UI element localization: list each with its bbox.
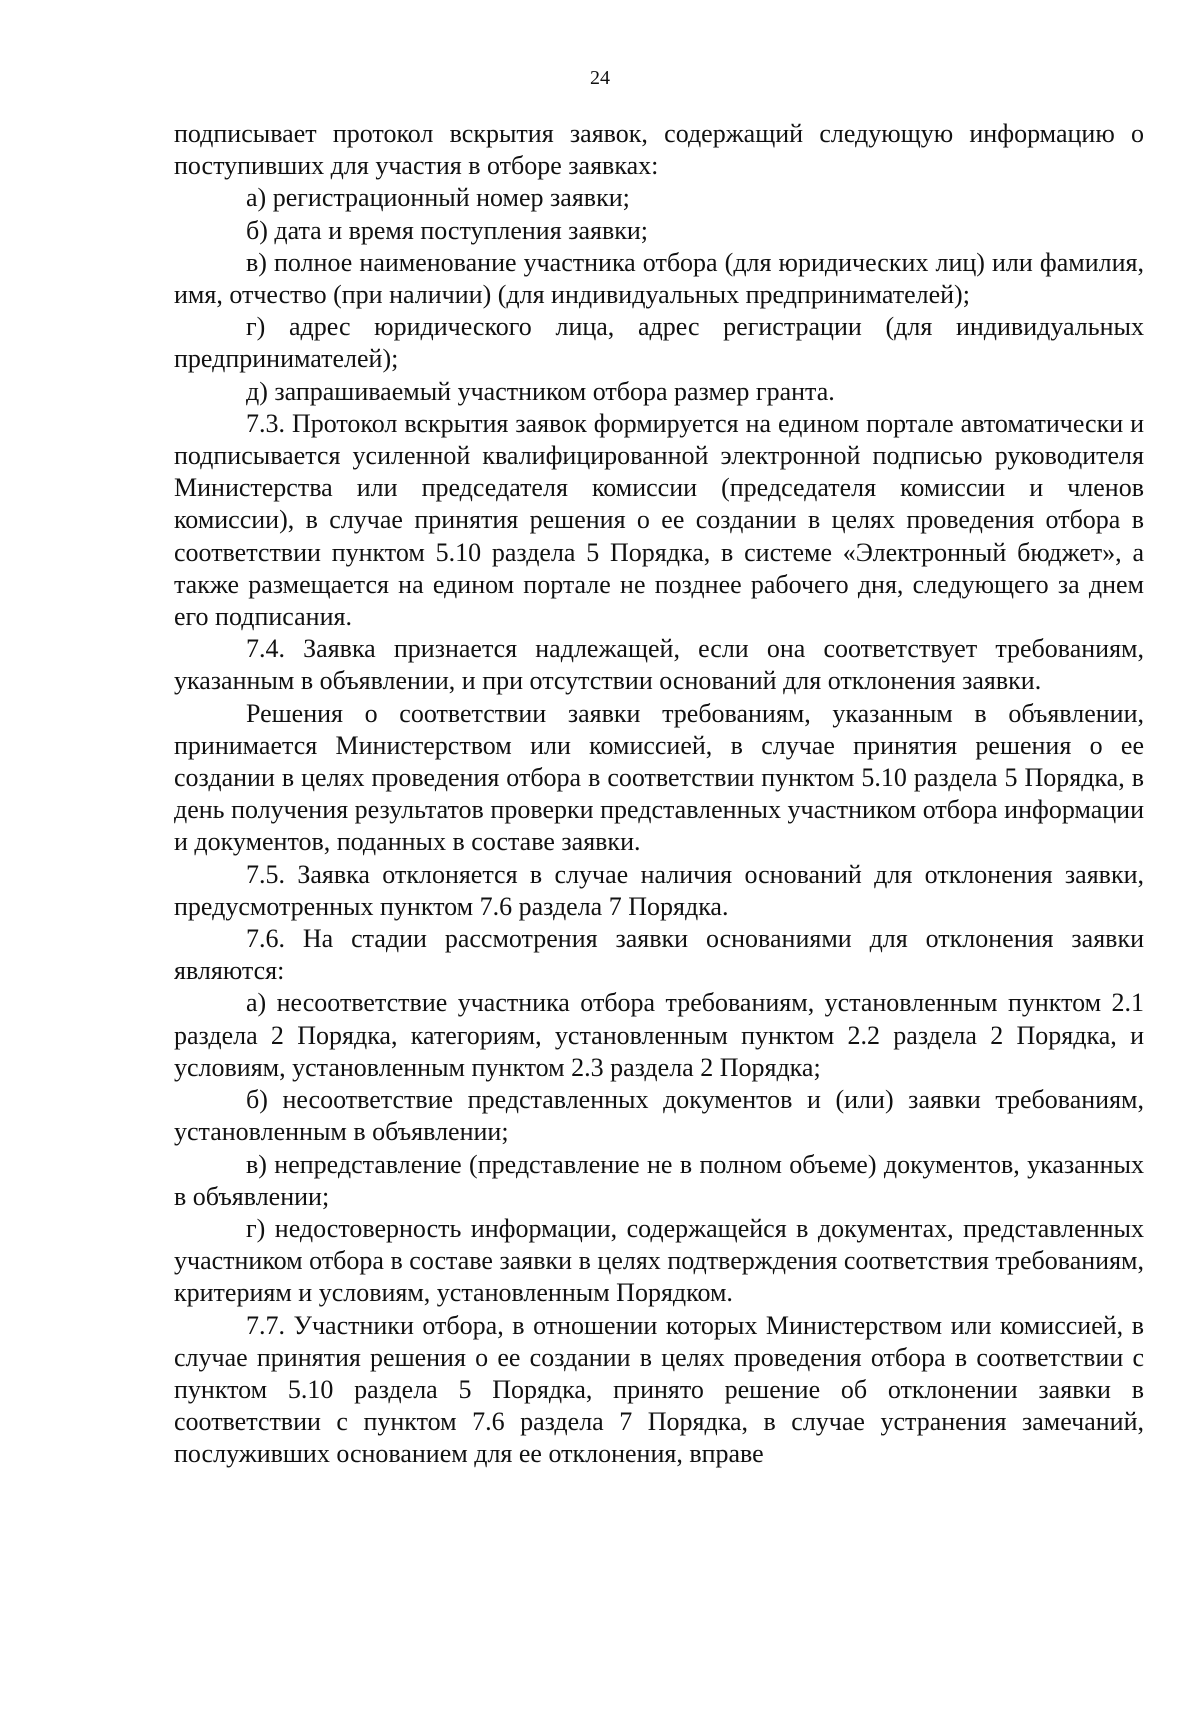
paragraph: 7.3. Протокол вскрытия заявок формируется на едином портале автоматически и подписывается усиленной квалифицированной электронной подписью руководителя Министерства или председателя комиссии (председателя комиссии и членов комиссии), в случае принятия решения о ее создании в целях проведения отбора в соответствии пунктом 5.10 раздела 5 Порядка, в системе «Электронный бюджет», а также размещается на едином портале не позднее рабочего дня, следующего за днем его подписания. xyxy=(174,408,1144,632)
paragraph: 7.6. На стадии рассмотрения заявки основаниями для отклонения заявки являются: xyxy=(174,924,1144,986)
paragraph: Решения о соответствии заявки требованиям, указанным в объявлении, принимается Министерством или комиссией, в случае принятия решения о ее создании в целях проведения отбора в соответствии пунктом 5.10 раздела 5 Порядка, в день получения результатов проверки представленных участником отбора информации и документов, поданных в составе заявки. xyxy=(174,698,1144,857)
paragraph: г) недостоверность информации, содержащейся в документах, представленных участником отбора в составе заявки в целях подтверждения соответствия требованиям, критериям и условиям, установленным Порядком. xyxy=(174,1213,1144,1308)
paragraph: б) дата и время поступления заявки; xyxy=(246,215,648,245)
paragraph: подписывает протокол вскрытия заявок, содержащий следующую информацию о поступивших для участия в отборе заявках: xyxy=(174,119,1144,181)
paragraph: 7.7. Участники отбора, в отношении которых Министерством или комиссией, в случае принятия решения о ее создании в целях проведения отбора в соответствии с пунктом 5.10 раздела 5 Порядка, принято решение об отклонении заявки в соответствии с пунктом 7.6 раздела 7 Порядка, в случае устранения замечаний, послуживших основанием для ее отклонения, вправе xyxy=(174,1310,1144,1469)
paragraph: в) непредставление (представление не в полном объеме) документов, указанных в объявлении; xyxy=(174,1149,1144,1211)
document-body xyxy=(174,118,1144,1471)
paragraph: д) запрашиваемый участником отбора размер гранта. xyxy=(246,376,835,406)
paragraph: в) полное наименование участника отбора (для юридических лиц) или фамилия, имя, отчество (при наличии) (для индивидуальных предпринимателей); xyxy=(174,247,1144,310)
page-number: 24 xyxy=(590,67,610,89)
paragraph: б) несоответствие представленных документов и (или) заявки требованиям, установленным в объявлении; xyxy=(174,1085,1144,1147)
paragraph: 7.4. Заявка признается надлежащей, если она соответствует требованиям, указанным в объявлении, и при отсутствии оснований для отклонения заявки. xyxy=(174,634,1144,696)
paragraph: 7.5. Заявка отклоняется в случае наличия оснований для отклонения заявки, предусмотренных пунктом 7.6 раздела 7 Порядка. xyxy=(174,859,1144,921)
paragraph: а) несоответствие участника отбора требованиям, установленным пунктом 2.1 раздела 2 Порядка, категориям, установленным пунктом 2.2 раздела 2 Порядка, и условиям, установленным пунктом 2.3 раздела 2 Порядка; xyxy=(174,988,1144,1082)
paragraph: а) регистрационный номер заявки; xyxy=(246,183,630,213)
paragraph: г) адрес юридического лица, адрес регистрации (для индивидуальных предпринимателей); xyxy=(174,312,1144,374)
